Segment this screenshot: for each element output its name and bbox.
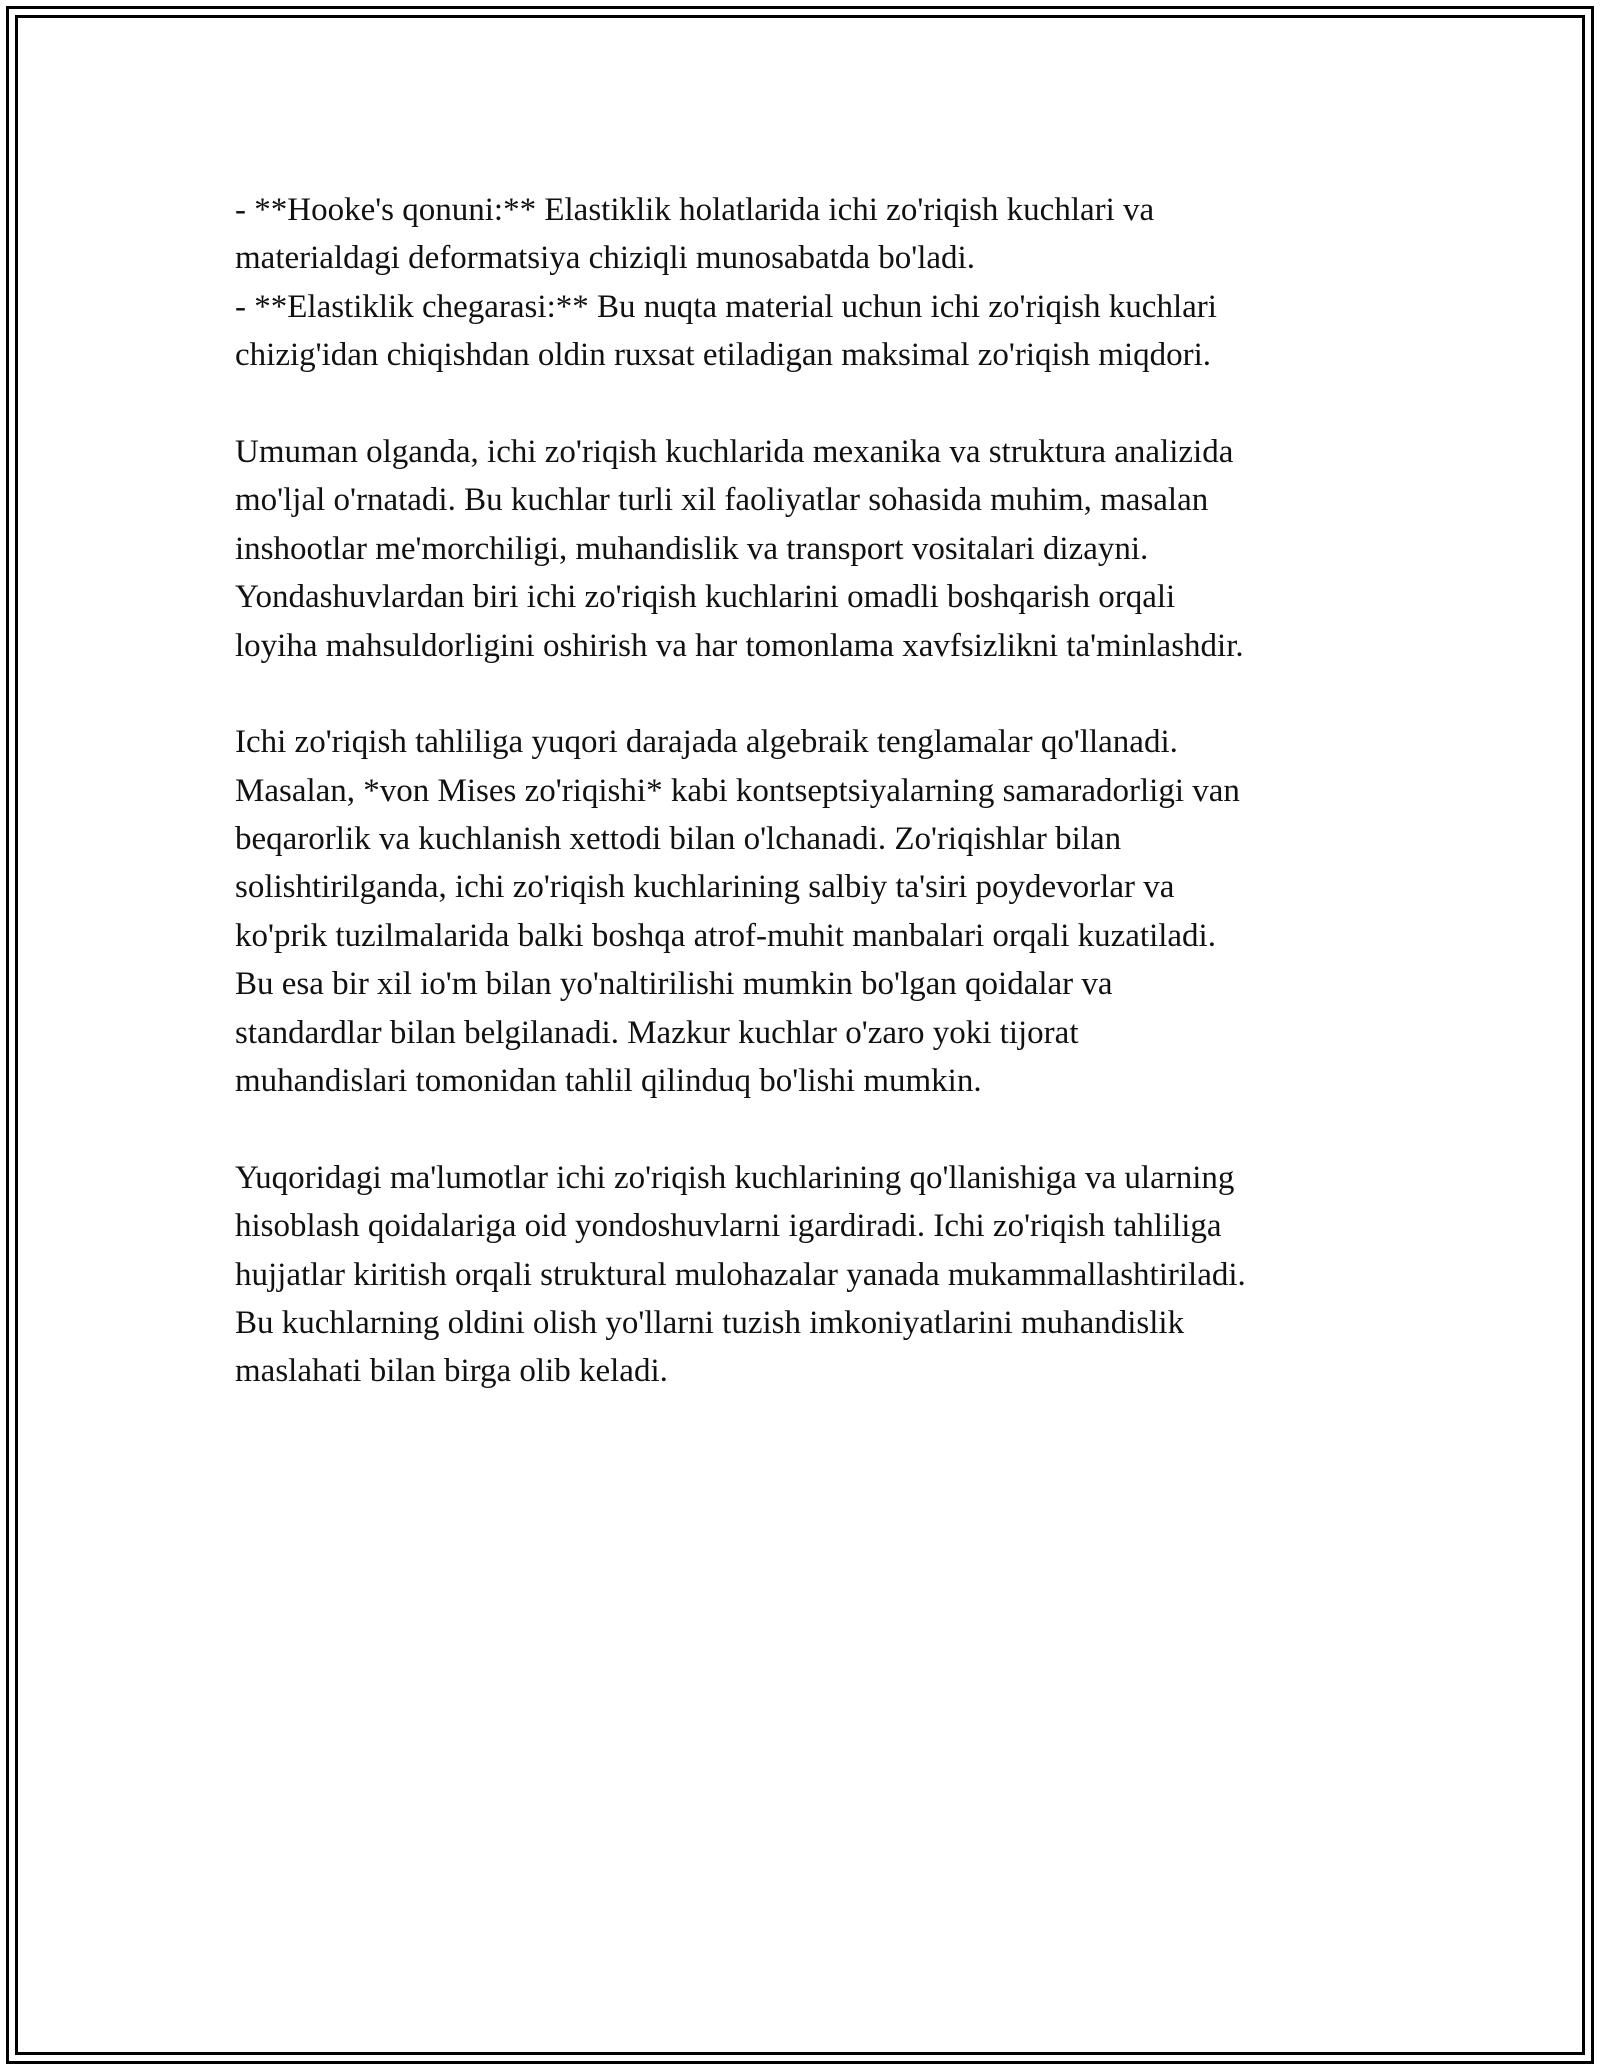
paragraph-gap — [235, 380, 1395, 428]
text-line: beqarorlik va kuchlanish xettodi bilan o'lchanadi. Zo'riqishlar bilan — [235, 821, 1122, 858]
text-line: ko'prik tuzilmalarida balki boshqa atrof-muhit manbalari orqali kuzatiladi. — [235, 917, 1216, 954]
paragraph-analysis — [235, 718, 1395, 1105]
document-body — [235, 186, 1395, 1396]
text-line: Ichi zo'riqish tahliliga yuqori darajada algebraik tenglamalar qo'llanadi. — [235, 724, 1178, 761]
text-line: mo'ljal o'rnatadi. Bu kuchlar turli xil faoliyatlar sohasida muhim, masalan — [235, 482, 1209, 519]
text-line: materialdagi deformatsiya chiziqli munosabatda bo'ladi. — [235, 240, 975, 277]
text-line: Bu kuchlarning oldini olish yo'llarni tuzish imkoniyatlarini muhandislik — [235, 1304, 1185, 1341]
text-line: muhandislari tomonidan tahlil qilinduq bo'lishi mumkin. — [235, 1063, 982, 1100]
paragraph-conclusion — [235, 1154, 1395, 1396]
text-line: maslahati bilan birga olib keladi. — [235, 1353, 668, 1390]
text-line: inshootlar me'morchiligi, muhandislik va transport vositalari dizayni. — [235, 530, 1149, 567]
paragraph-gap — [235, 1105, 1395, 1153]
text-line: hujjatlar kiritish orqali struktural mulohazalar yanada mukammallashtiriladi. — [235, 1256, 1246, 1293]
text-line: Bu esa bir xil io'm bilan yo'naltirilishi mumkin bo'lgan qoidalar va — [235, 966, 1113, 1003]
text-line: Yondashuvlardan biri ichi zo'riqish kuchlarini omadli boshqarish orqali — [235, 579, 1176, 616]
paragraph-overview — [235, 428, 1395, 670]
text-line: - **Elastiklik chegarasi:** Bu nuqta material uchun ichi zo'riqish kuchlari — [235, 288, 1217, 325]
paragraph-gap — [235, 670, 1395, 718]
text-line: Masalan, *von Mises zo'riqishi* kabi kontseptsiyalarning samaradorligi van — [235, 772, 1240, 809]
text-line: - **Hooke's qonuni:** Elastiklik holatlarida ichi zo'riqish kuchlari va — [235, 192, 1155, 228]
text-line: solishtirilganda, ichi zo'riqish kuchlarining salbiy ta'siri poydevorlar va — [235, 869, 1175, 906]
text-line: Yuqoridagi ma'lumotlar ichi zo'riqish kuchlarining qo'llanishiga va ularning — [235, 1159, 1235, 1196]
text-line: hisoblash qoidalariga oid yondoshuvlarni igardiradi. Ichi zo'riqish tahliliga — [235, 1208, 1222, 1245]
text-line: standardlar bilan belgilanadi. Mazkur kuchlar o'zaro yoki tijorat — [235, 1014, 1079, 1051]
text-line: Umuman olganda, ichi zo'riqish kuchlarida mexanika va struktura analizida — [235, 433, 1234, 470]
paragraph-definitions — [235, 186, 1395, 380]
text-line: chizig'idan chiqishdan oldin ruxsat etiladigan maksimal zo'riqish miqdori. — [235, 337, 1212, 374]
text-line: loyiha mahsuldorligini oshirish va har tomonlama xavfsizlikni ta'minlashdir. — [235, 627, 1244, 664]
